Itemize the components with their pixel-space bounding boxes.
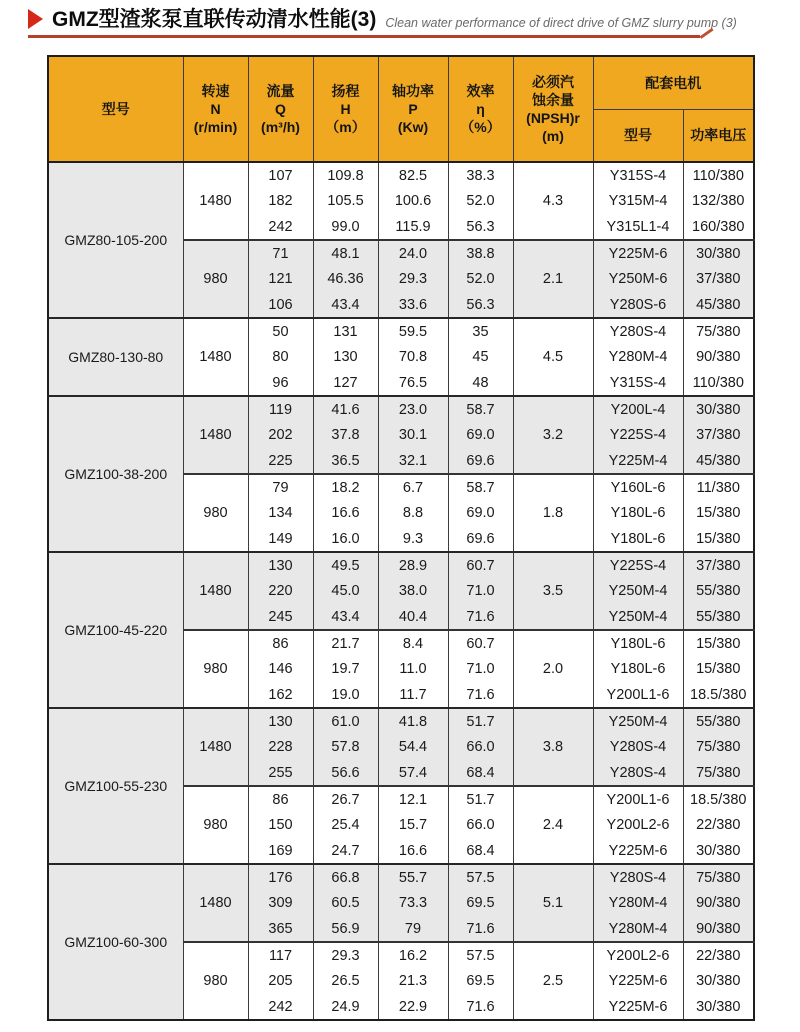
cell-motor-model: Y160L-6 [593,474,683,500]
cell-motor-power: 30/380 [683,396,754,422]
cell-power: 41.8 [378,708,448,734]
cell-power: 79 [378,916,448,942]
cell-efficiency: 68.4 [448,838,513,864]
cell-speed: 980 [183,786,248,864]
cell-npsh: 2.4 [513,786,593,864]
cell-flow: 220 [248,578,313,604]
cell-efficiency: 57.5 [448,864,513,890]
cell-efficiency: 58.7 [448,474,513,500]
cell-efficiency: 60.7 [448,552,513,578]
cell-flow: 71 [248,240,313,266]
red-arrow-icon [28,9,43,29]
page-title: GMZ型渣浆泵直联传动清水性能(3) [52,8,377,31]
cell-model: GMZ80-130-80 [48,318,183,396]
cell-motor-model: Y225M-6 [593,240,683,266]
cell-speed: 980 [183,240,248,318]
table-row [48,396,754,422]
cell-speed: 1480 [183,552,248,630]
cell-motor-model: Y225M-6 [593,994,683,1020]
cell-npsh: 4.5 [513,318,593,396]
cell-flow: 202 [248,422,313,448]
cell-flow: 365 [248,916,313,942]
cell-power: 23.0 [378,396,448,422]
cell-efficiency: 66.0 [448,812,513,838]
cell-power: 11.7 [378,682,448,708]
cell-power: 21.3 [378,968,448,994]
cell-head: 25.4 [313,812,378,838]
cell-head: 56.9 [313,916,378,942]
cell-head: 41.6 [313,396,378,422]
cell-efficiency: 57.5 [448,942,513,968]
cell-npsh: 3.5 [513,552,593,630]
cell-flow: 149 [248,526,313,552]
cell-head: 56.6 [313,760,378,786]
cell-power: 54.4 [378,734,448,760]
cell-head: 45.0 [313,578,378,604]
cell-power: 8.8 [378,500,448,526]
table-body [48,162,754,1020]
cell-efficiency: 71.0 [448,578,513,604]
cell-npsh: 2.5 [513,942,593,1020]
cell-power: 9.3 [378,526,448,552]
cell-motor-power: 30/380 [683,994,754,1020]
cell-speed: 980 [183,630,248,708]
cell-flow: 225 [248,448,313,474]
cell-flow: 106 [248,292,313,318]
cell-power: 11.0 [378,656,448,682]
cell-motor-model: Y225M-6 [593,968,683,994]
cell-flow: 130 [248,552,313,578]
cell-power: 115.9 [378,214,448,240]
cell-power: 16.6 [378,838,448,864]
cell-motor-model: Y225S-4 [593,422,683,448]
cell-flow: 176 [248,864,313,890]
cell-motor-power: 75/380 [683,734,754,760]
cell-efficiency: 69.5 [448,968,513,994]
cell-motor-model: Y315L1-4 [593,214,683,240]
cell-motor-power: 55/380 [683,708,754,734]
table-container [47,55,800,1021]
cell-power: 15.7 [378,812,448,838]
title-underline [28,35,700,38]
cell-efficiency: 60.7 [448,630,513,656]
cell-motor-power: 11/380 [683,474,754,500]
cell-efficiency: 56.3 [448,214,513,240]
cell-power: 24.0 [378,240,448,266]
cell-head: 49.5 [313,552,378,578]
cell-head: 109.8 [313,162,378,188]
col-header-motor-model: 型号 [593,109,683,162]
col-header-power: 轴功率 P (Kw) [378,56,448,162]
cell-motor-power: 75/380 [683,864,754,890]
cell-motor-power: 30/380 [683,838,754,864]
cell-motor-power: 18.5/380 [683,682,754,708]
cell-speed: 980 [183,942,248,1020]
cell-flow: 50 [248,318,313,344]
cell-power: 38.0 [378,578,448,604]
cell-flow: 79 [248,474,313,500]
cell-head: 57.8 [313,734,378,760]
cell-motor-model: Y280S-4 [593,864,683,890]
cell-efficiency: 35 [448,318,513,344]
cell-npsh: 2.0 [513,630,593,708]
cell-head: 16.0 [313,526,378,552]
cell-npsh: 2.1 [513,240,593,318]
cell-efficiency: 69.0 [448,422,513,448]
col-header-motor-group: 配套电机 [593,56,754,109]
cell-model: GMZ100-38-200 [48,396,183,552]
cell-flow: 96 [248,370,313,396]
cell-model: GMZ100-55-230 [48,708,183,864]
cell-head: 61.0 [313,708,378,734]
cell-head: 60.5 [313,890,378,916]
cell-motor-model: Y280S-6 [593,292,683,318]
cell-motor-power: 110/380 [683,162,754,188]
cell-motor-model: Y225M-6 [593,838,683,864]
cell-efficiency: 68.4 [448,760,513,786]
cell-motor-power: 90/380 [683,344,754,370]
cell-efficiency: 45 [448,344,513,370]
cell-head: 130 [313,344,378,370]
cell-motor-power: 55/380 [683,604,754,630]
cell-flow: 162 [248,682,313,708]
cell-power: 30.1 [378,422,448,448]
cell-head: 18.2 [313,474,378,500]
cell-motor-model: Y250M-4 [593,604,683,630]
cell-head: 46.36 [313,266,378,292]
cell-flow: 169 [248,838,313,864]
cell-motor-power: 55/380 [683,578,754,604]
cell-efficiency: 69.6 [448,448,513,474]
cell-efficiency: 38.8 [448,240,513,266]
cell-power: 70.8 [378,344,448,370]
cell-motor-model: Y225S-4 [593,552,683,578]
cell-head: 19.0 [313,682,378,708]
cell-efficiency: 71.6 [448,916,513,942]
cell-motor-model: Y200L1-6 [593,786,683,812]
cell-speed: 1480 [183,396,248,474]
cell-flow: 80 [248,344,313,370]
cell-efficiency: 52.0 [448,266,513,292]
cell-motor-power: 18.5/380 [683,786,754,812]
table-row [48,162,754,188]
cell-head: 36.5 [313,448,378,474]
cell-power: 32.1 [378,448,448,474]
cell-motor-power: 90/380 [683,890,754,916]
cell-motor-power: 160/380 [683,214,754,240]
table-header [48,56,754,162]
cell-motor-model: Y280S-4 [593,760,683,786]
cell-motor-model: Y200L-4 [593,396,683,422]
cell-efficiency: 66.0 [448,734,513,760]
cell-power: 12.1 [378,786,448,812]
cell-flow: 146 [248,656,313,682]
cell-motor-model: Y200L2-6 [593,942,683,968]
cell-npsh: 3.8 [513,708,593,786]
cell-efficiency: 69.5 [448,890,513,916]
col-header-flow: 流量 Q (m³/h) [248,56,313,162]
cell-head: 127 [313,370,378,396]
cell-motor-power: 15/380 [683,656,754,682]
cell-power: 22.9 [378,994,448,1020]
page-subtitle: Clean water performance of direct drive of GMZ slurry pump (3) [385,16,737,31]
cell-flow: 86 [248,786,313,812]
cell-motor-model: Y280S-4 [593,734,683,760]
cell-model: GMZ100-60-300 [48,864,183,1020]
cell-efficiency: 48 [448,370,513,396]
cell-motor-model: Y200L1-6 [593,682,683,708]
cell-speed: 1480 [183,864,248,942]
col-header-motor-power: 功率电压 [683,109,754,162]
cell-efficiency: 51.7 [448,708,513,734]
cell-power: 82.5 [378,162,448,188]
cell-flow: 205 [248,968,313,994]
cell-head: 21.7 [313,630,378,656]
cell-head: 131 [313,318,378,344]
cell-flow: 117 [248,942,313,968]
cell-efficiency: 71.0 [448,656,513,682]
cell-motor-model: Y315S-4 [593,162,683,188]
performance-table [47,55,755,1021]
cell-flow: 182 [248,188,313,214]
cell-head: 24.9 [313,994,378,1020]
cell-motor-power: 22/380 [683,942,754,968]
cell-head: 37.8 [313,422,378,448]
cell-head: 26.7 [313,786,378,812]
cell-head: 43.4 [313,292,378,318]
cell-motor-power: 15/380 [683,526,754,552]
col-header-npsh: 必须汽 蚀余量 (NPSH)r (m) [513,56,593,162]
cell-power: 16.2 [378,942,448,968]
page-header [0,0,800,38]
table-row [48,708,754,734]
cell-efficiency: 58.7 [448,396,513,422]
cell-speed: 1480 [183,162,248,240]
cell-flow: 134 [248,500,313,526]
cell-power: 6.7 [378,474,448,500]
cell-speed: 980 [183,474,248,552]
cell-efficiency: 56.3 [448,292,513,318]
cell-speed: 1480 [183,708,248,786]
cell-motor-power: 90/380 [683,916,754,942]
cell-flow: 150 [248,812,313,838]
cell-head: 19.7 [313,656,378,682]
cell-head: 24.7 [313,838,378,864]
cell-motor-model: Y280S-4 [593,318,683,344]
cell-flow: 228 [248,734,313,760]
cell-motor-model: Y180L-6 [593,526,683,552]
cell-head: 66.8 [313,864,378,890]
cell-speed: 1480 [183,318,248,396]
cell-motor-power: 15/380 [683,630,754,656]
cell-model: GMZ100-45-220 [48,552,183,708]
cell-motor-model: Y250M-6 [593,266,683,292]
cell-efficiency: 71.6 [448,682,513,708]
cell-motor-power: 37/380 [683,422,754,448]
cell-power: 28.9 [378,552,448,578]
cell-power: 57.4 [378,760,448,786]
col-header-speed: 转速 N (r/min) [183,56,248,162]
cell-motor-power: 22/380 [683,812,754,838]
col-header-head: 扬程 H （m） [313,56,378,162]
cell-motor-power: 37/380 [683,552,754,578]
cell-efficiency: 69.0 [448,500,513,526]
cell-motor-model: Y280M-4 [593,890,683,916]
cell-flow: 86 [248,630,313,656]
cell-motor-power: 132/380 [683,188,754,214]
cell-motor-power: 15/380 [683,500,754,526]
cell-efficiency: 71.6 [448,604,513,630]
table-row [48,552,754,578]
cell-head: 105.5 [313,188,378,214]
cell-flow: 255 [248,760,313,786]
cell-flow: 119 [248,396,313,422]
cell-efficiency: 38.3 [448,162,513,188]
table-row [48,318,754,344]
cell-npsh: 3.2 [513,396,593,474]
cell-flow: 242 [248,214,313,240]
cell-motor-power: 37/380 [683,266,754,292]
cell-power: 29.3 [378,266,448,292]
cell-flow: 121 [248,266,313,292]
cell-flow: 242 [248,994,313,1020]
cell-power: 59.5 [378,318,448,344]
cell-motor-model: Y315M-4 [593,188,683,214]
cell-efficiency: 69.6 [448,526,513,552]
cell-power: 40.4 [378,604,448,630]
cell-head: 29.3 [313,942,378,968]
cell-npsh: 1.8 [513,474,593,552]
cell-motor-power: 45/380 [683,292,754,318]
cell-motor-power: 75/380 [683,760,754,786]
cell-flow: 107 [248,162,313,188]
cell-head: 48.1 [313,240,378,266]
cell-motor-model: Y200L2-6 [593,812,683,838]
cell-npsh: 5.1 [513,864,593,942]
cell-power: 33.6 [378,292,448,318]
cell-motor-model: Y315S-4 [593,370,683,396]
cell-motor-model: Y180L-6 [593,656,683,682]
cell-head: 99.0 [313,214,378,240]
cell-motor-power: 75/380 [683,318,754,344]
cell-efficiency: 71.6 [448,994,513,1020]
cell-motor-model: Y280M-4 [593,916,683,942]
cell-head: 16.6 [313,500,378,526]
cell-power: 76.5 [378,370,448,396]
cell-motor-power: 45/380 [683,448,754,474]
col-header-efficiency: 效率 η （%） [448,56,513,162]
table-row [48,864,754,890]
cell-efficiency: 52.0 [448,188,513,214]
cell-power: 100.6 [378,188,448,214]
cell-npsh: 4.3 [513,162,593,240]
cell-model: GMZ80-105-200 [48,162,183,318]
cell-power: 55.7 [378,864,448,890]
cell-head: 43.4 [313,604,378,630]
cell-motor-model: Y225M-4 [593,448,683,474]
cell-efficiency: 51.7 [448,786,513,812]
cell-motor-model: Y250M-4 [593,708,683,734]
cell-power: 8.4 [378,630,448,656]
cell-flow: 130 [248,708,313,734]
cell-power: 73.3 [378,890,448,916]
cell-flow: 309 [248,890,313,916]
cell-motor-model: Y180L-6 [593,500,683,526]
cell-head: 26.5 [313,968,378,994]
cell-flow: 245 [248,604,313,630]
cell-motor-model: Y280M-4 [593,344,683,370]
cell-motor-power: 30/380 [683,240,754,266]
col-header-model: 型号 [48,56,183,162]
cell-motor-power: 110/380 [683,370,754,396]
cell-motor-model: Y180L-6 [593,630,683,656]
cell-motor-power: 30/380 [683,968,754,994]
cell-motor-model: Y250M-4 [593,578,683,604]
